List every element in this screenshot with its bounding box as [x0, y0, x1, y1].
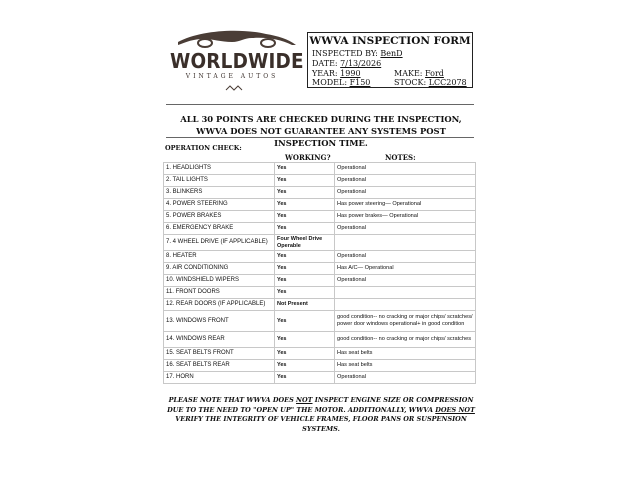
logo-tagline: VINTAGE AUTOS: [185, 73, 279, 80]
date-field: [312, 59, 381, 68]
check-item: 10. WINDSHIELD WIPERS: [164, 275, 275, 287]
working-status: Yes: [275, 263, 335, 275]
date-value: 7/13/2026: [340, 59, 382, 68]
table-row: [164, 199, 476, 211]
table-row: [164, 348, 476, 360]
check-item: 17. HORN: [164, 372, 275, 384]
disclaimer-part-1: PLEASE NOTE THAT WWVA DOES: [168, 396, 297, 404]
disclaimer-not: NOT: [296, 396, 313, 404]
check-item: 16. SEAT BELTS REAR: [164, 360, 275, 372]
working-column-header: WORKING?: [285, 153, 331, 162]
divider-top: [166, 104, 474, 105]
check-notes: [335, 299, 476, 311]
check-notes: Has power steering— Operational: [335, 199, 476, 211]
table-row: [164, 211, 476, 223]
inspected-by-field: [312, 49, 403, 58]
check-notes: Has seat belts: [335, 360, 476, 372]
working-status: Yes: [275, 332, 335, 348]
table-row: [164, 251, 476, 263]
working-status: Four Wheel Drive Operable: [275, 235, 335, 251]
worldwide-vintage-autos-logo: [170, 28, 304, 98]
check-item: 8. HEATER: [164, 251, 275, 263]
form-title: WWVA INSPECTION FORM: [309, 35, 471, 47]
working-status: Yes: [275, 163, 335, 175]
check-item: 7. 4 WHEEL DRIVE (IF APPLICABLE): [164, 235, 275, 251]
working-status: Yes: [275, 360, 335, 372]
working-status: Yes: [275, 211, 335, 223]
check-notes: Operational: [335, 175, 476, 187]
check-notes: [335, 235, 476, 251]
check-item: 6. EMERGENCY BRAKE: [164, 223, 275, 235]
inspection-header-box: [307, 32, 473, 88]
check-notes: Operational: [335, 251, 476, 263]
year-value: 1990: [340, 69, 361, 78]
table-row: [164, 275, 476, 287]
table-row: [164, 263, 476, 275]
table-row: [164, 287, 476, 299]
check-notes: Operational: [335, 372, 476, 384]
check-notes: Has A/C— Operational: [335, 263, 476, 275]
table-row: [164, 163, 476, 175]
check-notes: Operational: [335, 187, 476, 199]
make-value: Ford: [425, 69, 444, 78]
check-notes: Has seat belts: [335, 348, 476, 360]
working-status: Not Present: [275, 299, 335, 311]
working-status: Yes: [275, 199, 335, 211]
model-field: [312, 78, 370, 87]
operation-check-table: [163, 162, 476, 384]
inspection-notice: ALL 30 POINTS ARE CHECKED DURING THE INSPECTION, WWVA DOES NOT GUARANTEE ANY SYSTEMS POST INSPECTION TIME.: [180, 114, 462, 148]
table-row: [164, 372, 476, 384]
year-field: [312, 69, 361, 78]
notes-column-header: NOTES:: [385, 153, 416, 162]
model-label: MODEL:: [312, 78, 348, 87]
table-row: [164, 223, 476, 235]
check-item: 11. FRONT DOORS: [164, 287, 275, 299]
check-item: 15. SEAT BELTS FRONT: [164, 348, 275, 360]
logo-wordmark: WORLDWIDE: [170, 49, 304, 73]
inspected-by-label: INSPECTED BY:: [312, 49, 378, 58]
table-row: [164, 332, 476, 348]
check-item: 1. HEADLIGHTS: [164, 163, 275, 175]
stock-field: [394, 78, 467, 87]
check-notes: good condition-- no cracking or major chips/ scratches: [335, 332, 476, 348]
working-status: Yes: [275, 348, 335, 360]
working-status: Yes: [275, 175, 335, 187]
disclaimer-footer: [163, 396, 479, 434]
check-notes: [335, 287, 476, 299]
disclaimer-does-not: DOES NOT: [435, 405, 475, 414]
check-item: 5. POWER BRAKES: [164, 211, 275, 223]
check-item: 9. AIR CONDITIONING: [164, 263, 275, 275]
table-row: [164, 235, 476, 251]
working-status: Yes: [275, 311, 335, 332]
working-status: Yes: [275, 275, 335, 287]
inspected-by-value: BenD: [380, 49, 403, 58]
stock-value: LCC2078: [428, 78, 467, 87]
table-row: [164, 299, 476, 311]
table-row: [164, 175, 476, 187]
check-notes: good condition-- no cracking or major chips/ scratches/ power door windows operational+ in good condition: [335, 311, 476, 332]
operation-check-title: OPERATION CHECK:: [165, 144, 242, 152]
working-status: Yes: [275, 251, 335, 263]
date-label: DATE:: [312, 59, 338, 68]
stock-label: STOCK:: [394, 78, 427, 87]
check-item: 12. REAR DOORS (IF APPLICABLE): [164, 299, 275, 311]
table-row: [164, 187, 476, 199]
model-value: F150: [349, 78, 371, 87]
check-item: 4. POWER STEERING: [164, 199, 275, 211]
check-notes: Operational: [335, 275, 476, 287]
disclaimer-part-5: VERIFY THE INTEGRITY OF VEHICLE FRAMES, FLOOR PANS OR SUSPENSION SYSTEMS.: [175, 415, 467, 433]
make-label: MAKE:: [394, 69, 423, 78]
working-status: Yes: [275, 287, 335, 299]
check-notes: Has power brakes— Operational: [335, 211, 476, 223]
table-row: [164, 360, 476, 372]
make-field: [394, 69, 444, 78]
check-notes: Operational: [335, 163, 476, 175]
table-row: [164, 311, 476, 332]
check-item: 2. TAIL LIGHTS: [164, 175, 275, 187]
working-status: Yes: [275, 223, 335, 235]
check-item: 13. WINDOWS FRONT: [164, 311, 275, 332]
disclaimer-part-3: INSPECT ENGINE SIZE OR COMPRESSION DUE TO THE NEED TO "OPEN UP" THE MOTOR. ADDITIONALLY, WWVA: [167, 396, 474, 414]
check-notes: Operational: [335, 223, 476, 235]
working-status: Yes: [275, 372, 335, 384]
year-label: YEAR:: [312, 69, 338, 78]
divider-notice: [166, 137, 474, 138]
working-status: Yes: [275, 187, 335, 199]
check-item: 14. WINDOWS REAR: [164, 332, 275, 348]
check-item: 3. BLINKERS: [164, 187, 275, 199]
